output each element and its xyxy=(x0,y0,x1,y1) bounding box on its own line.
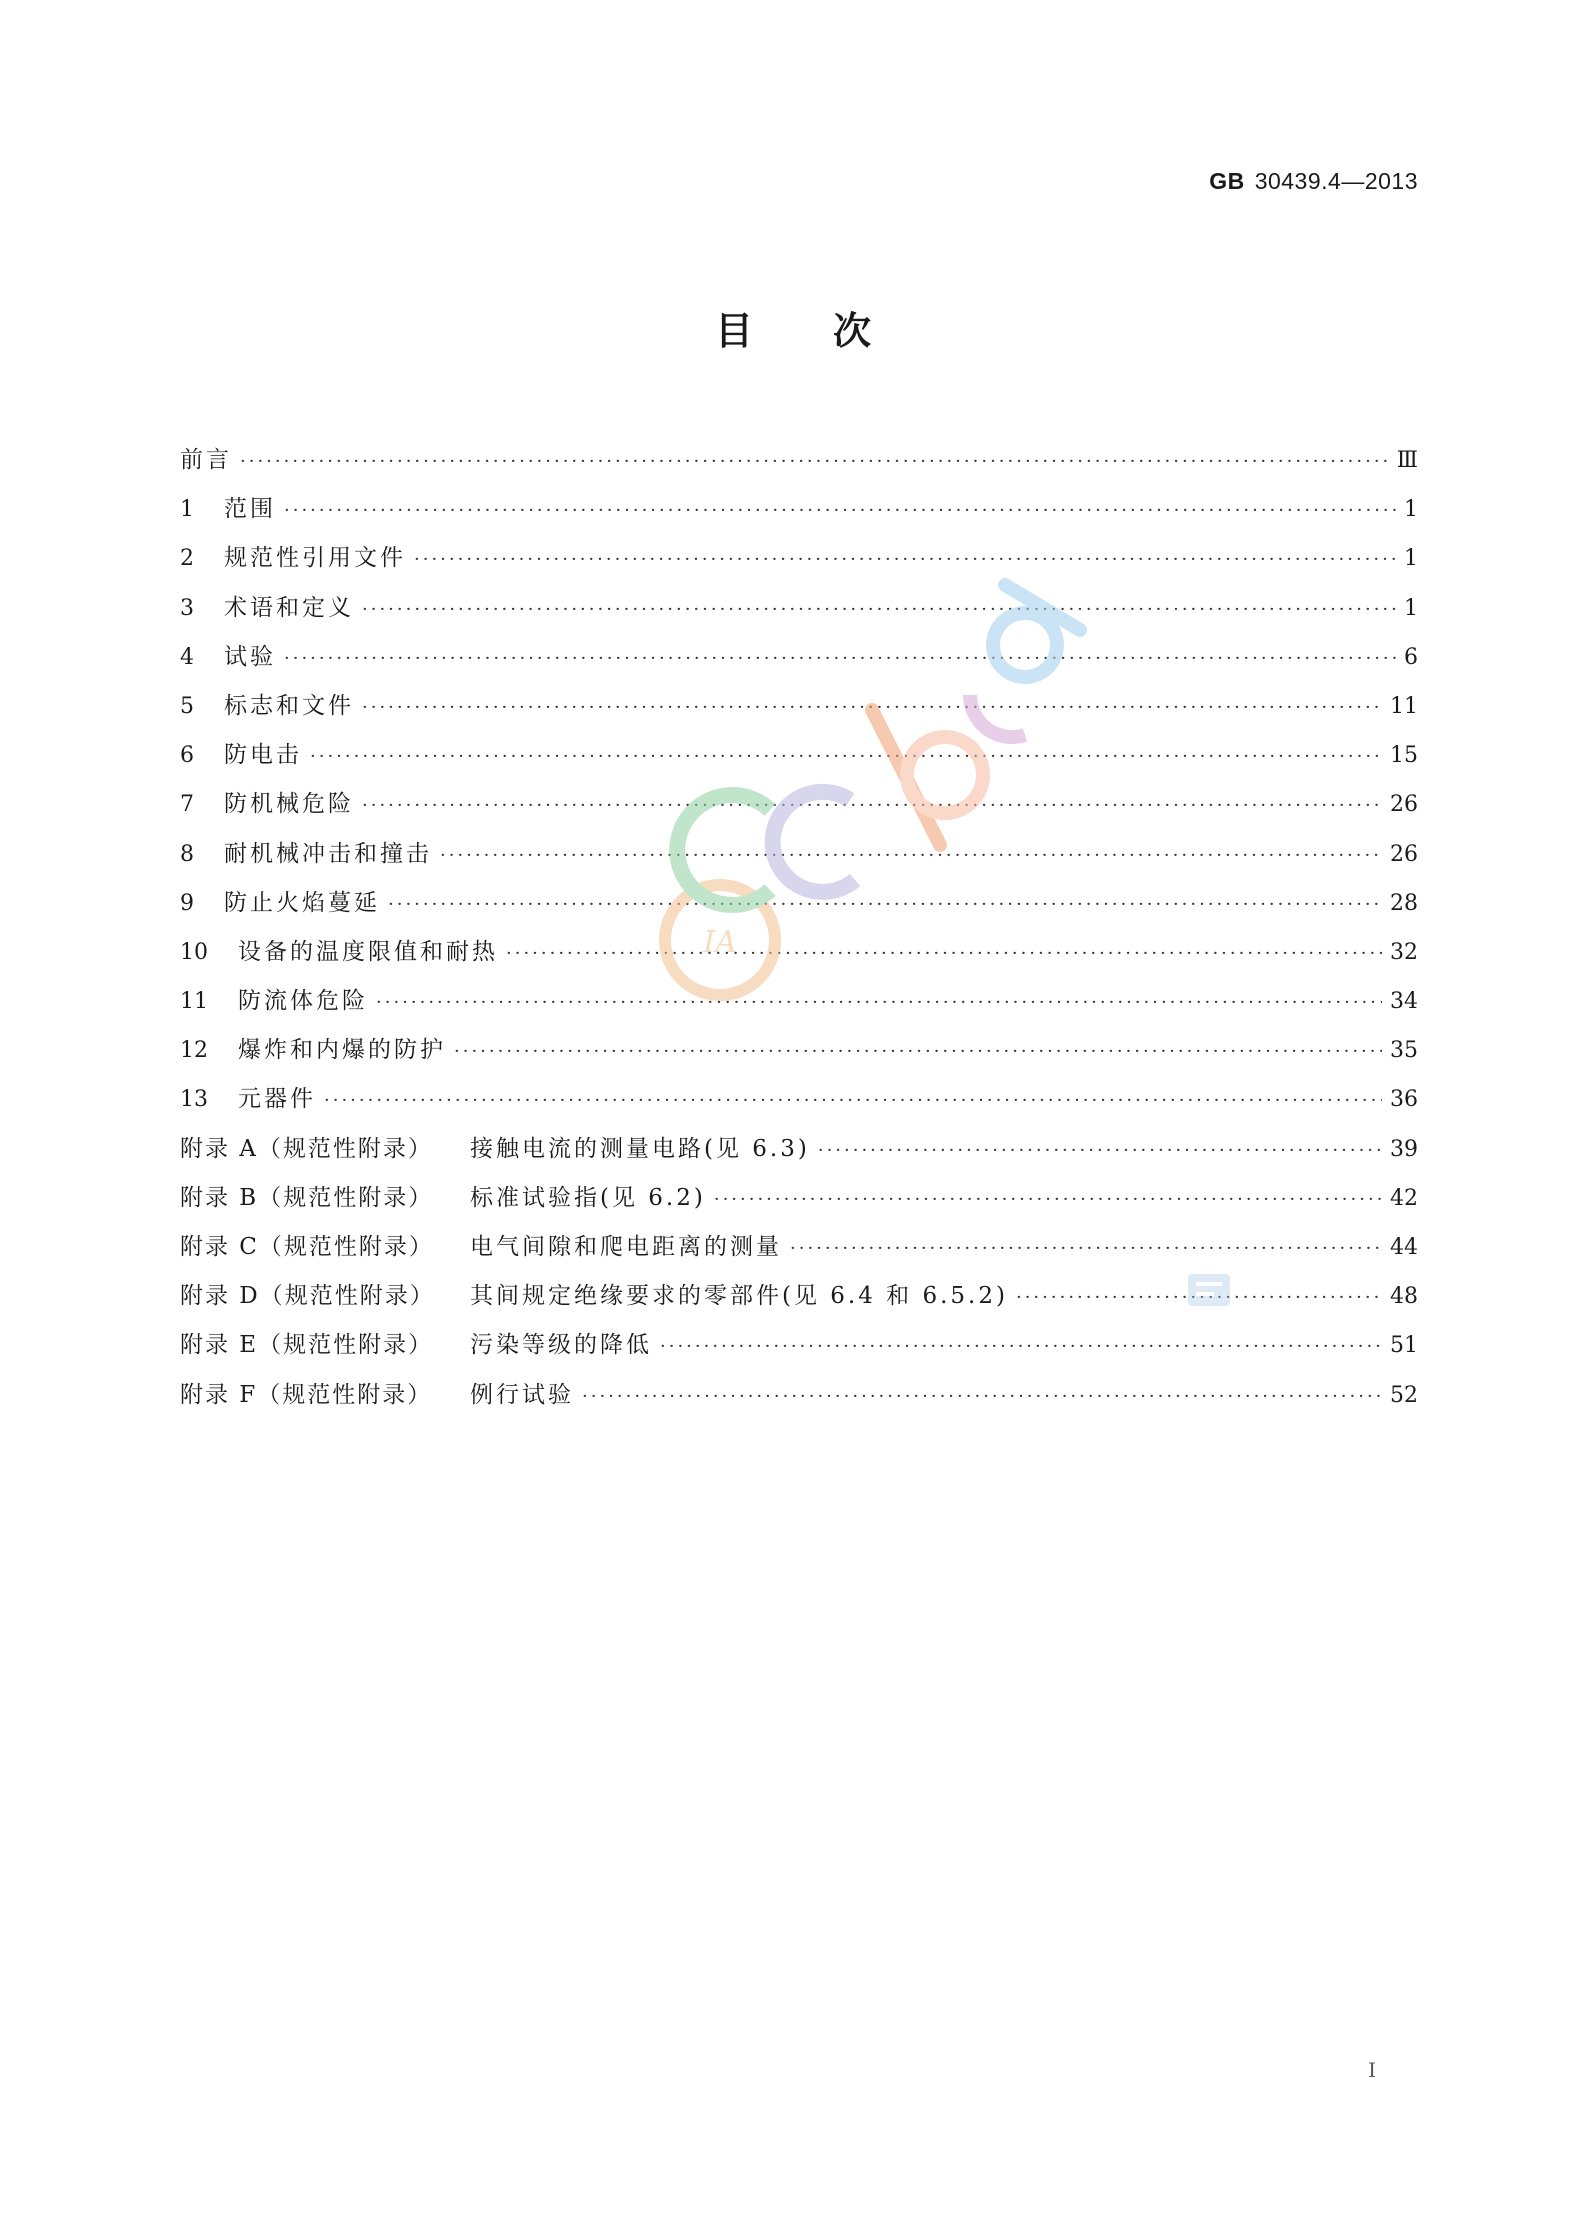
toc-dot-leader xyxy=(414,535,1396,584)
page-title: 目次 xyxy=(714,309,951,353)
toc-entry-title: 标志和文件 xyxy=(224,692,354,719)
toc-entry-title: 前言 xyxy=(180,447,232,473)
toc-dot-leader xyxy=(506,929,1382,978)
toc-entry[interactable] xyxy=(180,485,1418,534)
toc-dot-leader xyxy=(582,1372,1382,1421)
toc-dot-leader xyxy=(284,634,1396,683)
toc-entry-title: 污染等级的降低 xyxy=(470,1332,652,1359)
toc-entry-number: 6 xyxy=(180,743,194,769)
toc-entry[interactable] xyxy=(180,1272,1418,1321)
toc-dot-leader xyxy=(284,486,1396,535)
toc-entry[interactable] xyxy=(180,682,1418,731)
toc-dot-leader xyxy=(376,978,1382,1027)
toc-entry[interactable] xyxy=(180,1174,1418,1223)
toc-annex-label: 附录 B（规范性附录） xyxy=(180,1184,434,1211)
toc-entry-number: 9 xyxy=(180,890,194,916)
toc-entry-page: 28 xyxy=(1390,890,1418,916)
toc-entry-number: 3 xyxy=(180,595,194,621)
toc-dot-leader xyxy=(660,1322,1382,1371)
toc-entry-page: 1 xyxy=(1404,546,1418,572)
toc-entry-page: 39 xyxy=(1390,1136,1418,1162)
toc-annex-label: 附录 C（规范性附录） xyxy=(180,1234,434,1260)
toc-entry-title: 术语和定义 xyxy=(224,594,354,621)
toc-entry-page: 34 xyxy=(1390,989,1418,1015)
small-watermark-icon xyxy=(1186,1270,1232,1310)
toc-entry-page: 6 xyxy=(1404,644,1418,670)
standard-number xyxy=(1209,168,1418,195)
toc-entry-page: Ⅲ xyxy=(1396,448,1418,473)
toc-entry[interactable] xyxy=(180,1371,1418,1420)
toc-entry-page: 44 xyxy=(1390,1235,1418,1260)
toc-entry-page: 52 xyxy=(1390,1382,1418,1408)
toc-entry-title: 其间规定绝缘要求的零部件(见 6.4 和 6.5.2) xyxy=(470,1283,1008,1310)
toc-entry[interactable] xyxy=(180,731,1418,780)
toc-entry[interactable] xyxy=(180,830,1418,879)
toc-entry-number: 11 xyxy=(180,989,208,1015)
toc-dot-leader xyxy=(362,585,1396,634)
toc-entry-page: 48 xyxy=(1390,1284,1418,1310)
toc-dot-leader xyxy=(362,781,1382,830)
toc-entry-page: 32 xyxy=(1390,939,1418,965)
toc-entry-page: 15 xyxy=(1390,743,1418,769)
toc-entry[interactable] xyxy=(180,1223,1418,1272)
toc-entry[interactable] xyxy=(180,534,1418,583)
toc-entry[interactable] xyxy=(180,928,1418,977)
toc-entry-number: 8 xyxy=(180,841,194,867)
toc-annex-label: 附录 F（规范性附录） xyxy=(180,1381,433,1408)
toc-entry-title: 例行试验 xyxy=(470,1381,574,1408)
toc-entry-title: 防流体危险 xyxy=(238,988,368,1015)
toc-annex-label: 附录 E（规范性附录） xyxy=(180,1332,434,1359)
toc-dot-leader xyxy=(388,880,1382,929)
toc-entry-number: 13 xyxy=(180,1087,208,1113)
toc-entry-title: 电气间隙和爬电距离的测量 xyxy=(470,1234,782,1260)
toc-entry-title: 爆炸和内爆的防护 xyxy=(238,1037,446,1064)
toc-annex-label: 附录 D（规范性附录） xyxy=(180,1283,435,1310)
toc-dot-leader xyxy=(790,1224,1382,1273)
toc-entry-number: 12 xyxy=(180,1038,208,1064)
toc-entry[interactable] xyxy=(180,1321,1418,1370)
toc-dot-leader xyxy=(362,683,1382,732)
toc-entry[interactable] xyxy=(180,977,1418,1026)
toc-entry[interactable] xyxy=(180,584,1418,633)
toc-entry[interactable] xyxy=(180,436,1418,485)
toc-entry-page: 35 xyxy=(1390,1038,1418,1064)
toc-entry[interactable] xyxy=(180,633,1418,682)
standard-code: 30439.4—2013 xyxy=(1254,168,1418,194)
toc-entry-page: 51 xyxy=(1390,1333,1418,1359)
toc-entry-title: 防止火焰蔓延 xyxy=(224,889,380,916)
toc-entry-title: 试验 xyxy=(224,643,276,670)
watermark-seal-text: IA xyxy=(703,925,737,960)
toc-entry[interactable] xyxy=(180,780,1418,829)
toc-dot-leader xyxy=(440,831,1382,880)
toc-entry-title: 接触电流的测量电路(见 6.3) xyxy=(470,1135,810,1162)
toc-entry-title: 规范性引用文件 xyxy=(224,545,406,572)
toc-entry-page: 26 xyxy=(1390,792,1418,818)
footer-page-number: I xyxy=(1368,2058,1376,2082)
toc-entry[interactable] xyxy=(180,1075,1418,1124)
toc-entry-number: 5 xyxy=(180,693,194,719)
toc-annex-label: 附录 A（规范性附录） xyxy=(180,1135,433,1162)
toc-entry-number: 7 xyxy=(180,792,194,818)
toc-entry-page: 26 xyxy=(1390,841,1418,867)
toc-entry-title: 范围 xyxy=(224,496,276,523)
toc-dot-leader xyxy=(240,437,1389,486)
toc-dot-leader xyxy=(310,732,1382,781)
toc-entry-title: 耐机械冲击和撞击 xyxy=(224,840,432,867)
toc-entry-number: 2 xyxy=(180,546,194,572)
toc-entry-page: 42 xyxy=(1390,1185,1418,1211)
toc-entry-title: 防电击 xyxy=(224,742,302,769)
toc-entry-title: 设备的温度限值和耐热 xyxy=(238,938,498,965)
toc-entry[interactable] xyxy=(180,879,1418,928)
toc-entry-page: 1 xyxy=(1404,497,1418,523)
toc-entry-number: 4 xyxy=(180,644,194,670)
toc-dot-leader xyxy=(818,1126,1382,1175)
toc-entry-page: 36 xyxy=(1390,1087,1418,1113)
toc-entry-number: 10 xyxy=(180,939,208,965)
toc-dot-leader xyxy=(714,1175,1382,1224)
table-of-contents xyxy=(180,436,1418,1420)
toc-dot-leader xyxy=(324,1076,1382,1125)
toc-entry-page: 1 xyxy=(1404,595,1418,621)
toc-entry[interactable] xyxy=(180,1026,1418,1075)
toc-entry-title: 元器件 xyxy=(238,1086,316,1113)
toc-entry-page: 11 xyxy=(1390,693,1418,719)
toc-entry-title: 防机械危险 xyxy=(224,791,354,818)
toc-entry-number: 1 xyxy=(180,497,194,523)
toc-dot-leader xyxy=(454,1027,1382,1076)
toc-entry-title: 标准试验指(见 6.2) xyxy=(470,1184,706,1211)
toc-entry[interactable] xyxy=(180,1125,1418,1174)
standard-prefix: GB xyxy=(1209,168,1245,194)
